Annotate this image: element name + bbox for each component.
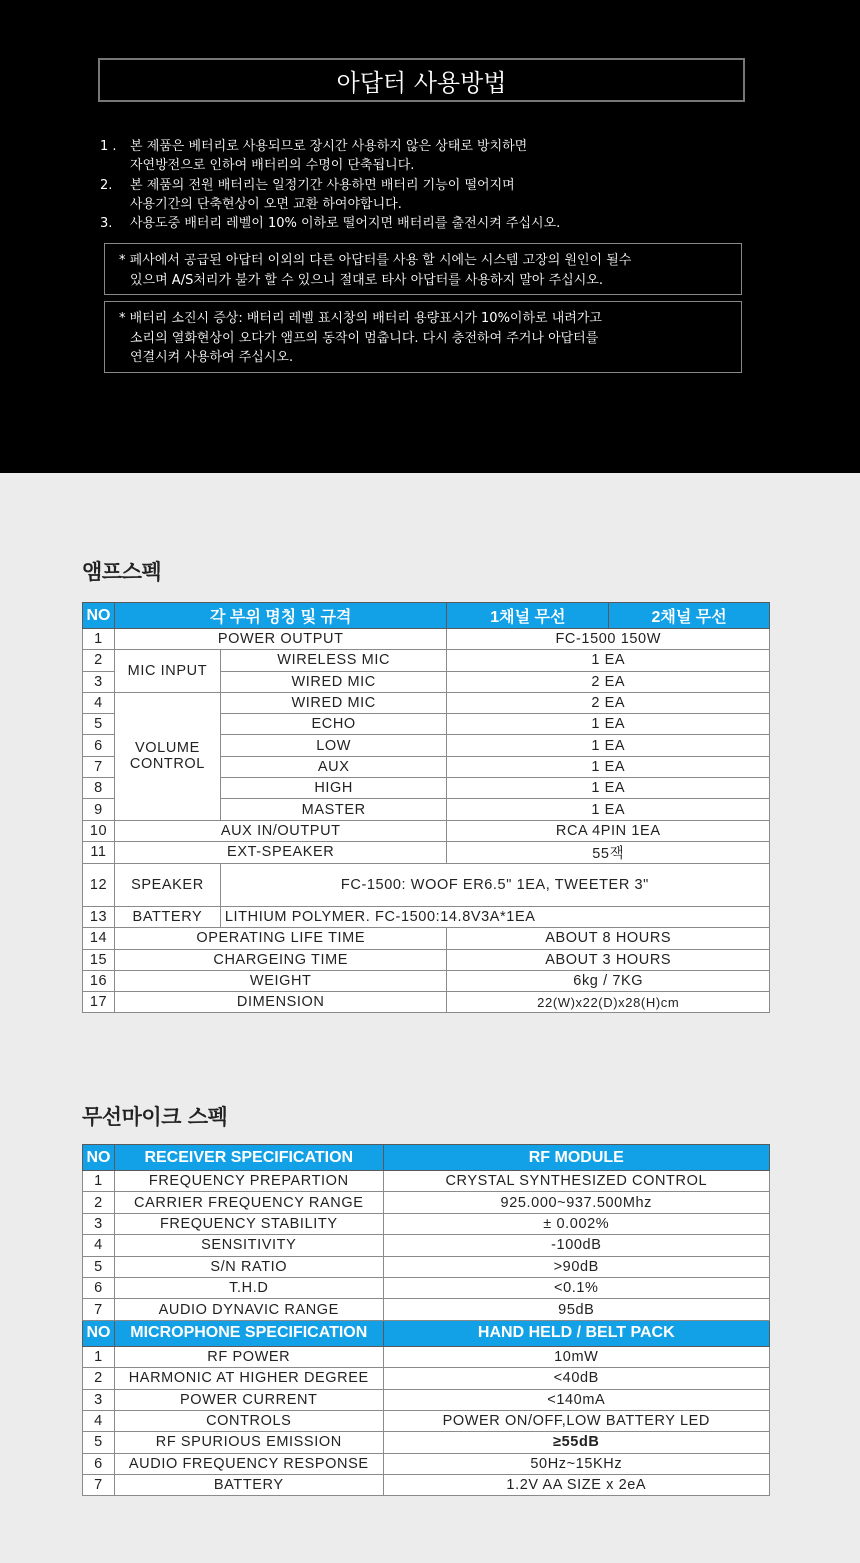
table-row [83,1410,770,1431]
table-row [83,820,770,841]
warning-line: 소리의 열화현상이 오다가 앰프의 동작이 멈춥니다. 다시 충전하여 주거나 아답터를 [130,330,599,346]
row-name: BATTERY [114,1475,383,1496]
row-value: 1 EA [447,650,770,671]
table-row [83,992,770,1013]
row-no: 6 [83,1277,115,1298]
adapter-usage-section [0,0,860,473]
warning-line: * 페사에서 공급된 아답터 이외의 다른 아답터를 사용 할 시에는 시스템 고장의 원인이 될수 [119,253,632,268]
row-value: 22(W)x22(D)x28(H)cm [447,992,770,1013]
row-value: 2 EA [447,671,770,692]
header-1ch: 1채널 무선 [447,603,609,629]
group-volume-control [114,692,220,820]
row-value: 50Hz~15KHz [383,1453,769,1474]
row-value: FC-1500 150W [447,629,770,650]
mic-spec-title: 무선마이크 스펙 [82,1105,228,1129]
note-number: 2. [100,177,113,193]
row-name: SENSITIVITY [114,1235,383,1256]
table-row [83,841,770,863]
row-name: OPERATING LIFE TIME [114,928,447,949]
table-row [83,1235,770,1256]
header-microphone-spec: MICROPHONE SPECIFICATION [114,1320,383,1346]
group-label-line: VOLUME [135,740,200,757]
row-name: DIMENSION [114,992,447,1013]
row-name: POWER OUTPUT [114,629,447,650]
row-value: 1 EA [447,714,770,735]
table-row [83,1213,770,1234]
table-header-row [83,603,770,629]
header-no: NO [83,603,115,629]
row-name: SPEAKER [114,863,220,906]
row-name: POWER CURRENT [114,1389,383,1410]
row-name: LOW [220,735,447,756]
row-no: 3 [83,1389,115,1410]
row-no: 14 [83,928,115,949]
note-line: 사용기간의 단축현상이 오면 교환 하여야합니다. [130,196,402,212]
row-value: <0.1% [383,1277,769,1298]
amp-spec-table [82,602,770,1013]
table-row [83,1453,770,1474]
row-value: ABOUT 8 HOURS [447,928,770,949]
row-value: <140mA [383,1389,769,1410]
row-value: CRYSTAL SYNTHESIZED CONTROL [383,1171,769,1192]
row-value: 55잭 [447,841,770,863]
row-name: CARRIER FREQUENCY RANGE [114,1192,383,1213]
header-hand-held-belt-pack: HAND HELD / BELT PACK [383,1320,769,1346]
adapter-warning-box [104,243,742,295]
table-row [83,906,770,927]
header-no: NO [83,1145,115,1171]
row-name: S/N RATIO [114,1256,383,1277]
row-name: WEIGHT [114,970,447,991]
table-row [83,928,770,949]
note-item [100,137,560,176]
row-no: 7 [83,756,115,777]
row-no: 3 [83,1213,115,1234]
row-name: CHARGEING TIME [114,949,447,970]
table-row [83,650,770,671]
row-value: 1.2V AA SIZE x 2eA [383,1475,769,1496]
row-name: FREQUENCY STABILITY [114,1213,383,1234]
row-no: 17 [83,992,115,1013]
row-no: 5 [83,714,115,735]
row-no: 7 [83,1475,115,1496]
row-name: HARMONIC AT HIGHER DEGREE [114,1368,383,1389]
row-value: 95dB [383,1299,769,1320]
table-row [83,1432,770,1453]
table-row [83,970,770,991]
row-value: RCA 4PIN 1EA [447,820,770,841]
row-no: 10 [83,820,115,841]
row-value: 1 EA [447,756,770,777]
row-no: 8 [83,778,115,799]
row-name: T.H.D [114,1277,383,1298]
note-item [100,214,560,233]
warning-line: 연결시켜 사용하여 주십시오. [130,350,294,365]
row-value: ≥55dB [383,1432,769,1453]
row-no: 2 [83,1368,115,1389]
table-header-row [83,1320,770,1346]
row-value: 1 EA [447,778,770,799]
row-name: WIRED MIC [220,692,447,713]
header-2ch: 2채널 무선 [609,603,770,629]
row-no: 16 [83,970,115,991]
row-name: RF POWER [114,1346,383,1367]
table-row [83,1299,770,1320]
row-no: 2 [83,1192,115,1213]
row-name: AUX [220,756,447,777]
row-no: 6 [83,1453,115,1474]
row-value: 6kg / 7KG [447,970,770,991]
row-no: 12 [83,863,115,906]
row-no: 6 [83,735,115,756]
row-value: 2 EA [447,692,770,713]
table-row [83,1171,770,1192]
header-receiver-spec: RECEIVER SPECIFICATION [114,1145,383,1171]
row-no: 9 [83,799,115,820]
row-name: BATTERY [114,906,220,927]
table-row [83,1192,770,1213]
amp-spec-title: 앰프스펙 [82,560,162,584]
row-no: 3 [83,671,115,692]
row-no: 1 [83,1171,115,1192]
header-no: NO [83,1320,115,1346]
table-row [83,692,770,713]
table-row [83,863,770,906]
table-row [83,1475,770,1496]
row-no: 5 [83,1432,115,1453]
mic-spec-table [82,1144,770,1496]
header-part-name: 각 부위 명칭 및 규격 [114,603,447,629]
table-header-row [83,1145,770,1171]
note-number: 3. [100,216,113,232]
table-row [83,1256,770,1277]
row-name: RF SPURIOUS EMISSION [114,1432,383,1453]
row-name: WIRED MIC [220,671,447,692]
row-no: 4 [83,1235,115,1256]
note-line: 자연방전으로 인하여 배터리의 수명이 단축됩니다. [130,158,415,174]
row-no: 11 [83,841,115,863]
row-value: FC-1500: WOOF ER6.5" 1EA, TWEETER 3" [220,863,769,906]
row-name: AUDIO FREQUENCY RESPONSE [114,1453,383,1474]
row-name: AUDIO DYNAVIC RANGE [114,1299,383,1320]
row-no: 7 [83,1299,115,1320]
row-name: EXT-SPEAKER [114,841,447,863]
row-value: <40dB [383,1368,769,1389]
group-mic-input: MIC INPUT [114,650,220,693]
note-item [100,176,560,215]
row-value: 925.000~937.500Mhz [383,1192,769,1213]
row-name: HIGH [220,778,447,799]
note-line: 본 제품의 전원 배터리는 일정기간 사용하면 배터리 기능이 떨어지며 [130,177,515,193]
warning-line: 있으며 A/S처리가 불가 할 수 있으니 절대로 타사 아답터를 사용하지 말아 주십시오. [130,272,603,288]
table-row [83,1368,770,1389]
table-row [83,629,770,650]
row-value: LITHIUM POLYMER. FC-1500:14.8V3A*1EA [220,906,769,927]
note-number: 1 . [100,139,117,154]
adapter-usage-title: 아답터 사용방법 [98,58,745,102]
row-name: WIRELESS MIC [220,650,447,671]
header-rf-module: RF MODULE [383,1145,769,1171]
row-value: >90dB [383,1256,769,1277]
row-no: 15 [83,949,115,970]
row-no: 13 [83,906,115,927]
row-name: FREQUENCY PREPARTION [114,1171,383,1192]
row-no: 5 [83,1256,115,1277]
note-line: 본 제품은 베터리로 사용되므로 장시간 사용하지 않은 상태로 방치하면 [130,139,528,154]
row-value: ABOUT 3 HOURS [447,949,770,970]
row-no: 4 [83,692,115,713]
group-label-line: CONTROL [129,756,205,773]
table-row [83,1389,770,1410]
row-value: -100dB [383,1235,769,1256]
row-no: 1 [83,1346,115,1367]
row-name: MASTER [220,799,447,820]
row-value: POWER ON/OFF,LOW BATTERY LED [383,1410,769,1431]
table-row [83,949,770,970]
warning-line: * 배터리 소진시 증상: 배터리 레벨 표시창의 배터리 용량표시가 10%이하로 내려가고 [119,311,602,326]
row-value: ± 0.002% [383,1213,769,1234]
table-row [83,1277,770,1298]
usage-notes [100,137,560,233]
row-value: 10mW [383,1346,769,1367]
row-name: AUX IN/OUTPUT [114,820,447,841]
row-no: 1 [83,629,115,650]
table-row [83,1346,770,1367]
row-no: 4 [83,1410,115,1431]
row-value: 1 EA [447,799,770,820]
row-no: 2 [83,650,115,671]
row-name: CONTROLS [114,1410,383,1431]
battery-warning-box [104,301,742,373]
note-line: 사용도중 배터리 레벨이 10% 이하로 떨어지면 배터리를 출전시켜 주십시오. [130,216,561,232]
row-name: ECHO [220,714,447,735]
row-value: 1 EA [447,735,770,756]
